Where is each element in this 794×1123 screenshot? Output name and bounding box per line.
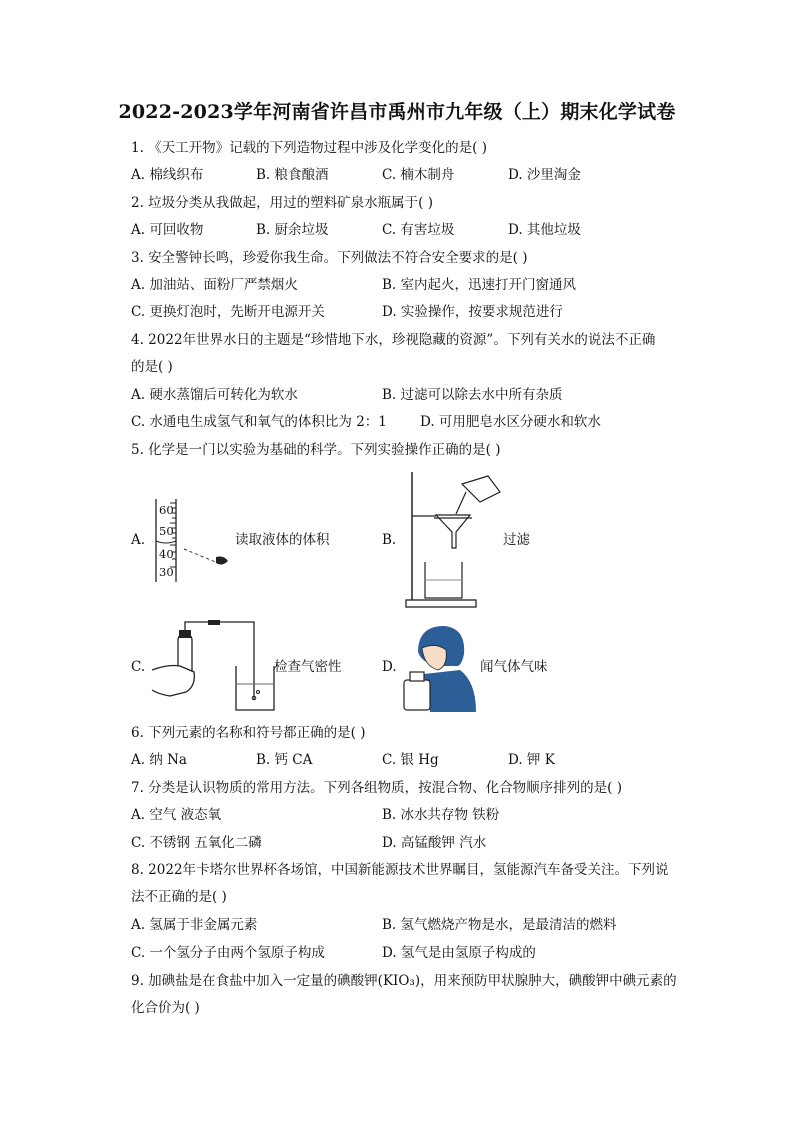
figure-c-label: 检查气密性 xyxy=(274,659,342,675)
q5-option-d: D. xyxy=(382,659,397,675)
q8-option-b: B. 氢气燃烧产物是水，是最清洁的燃料 xyxy=(382,917,617,933)
q8-option-c: C. 一个氢分子由两个氢原子构成 xyxy=(131,945,325,961)
q2-option-a: A. 可回收物 xyxy=(131,222,204,238)
question-8-stem: 8. 2022年卡塔尔世界杯各场馆，中国新能源技术世界瞩目，氢能源汽车备受关注。下列说 xyxy=(131,862,669,878)
q3-option-a: A. 加油站、面粉厂严禁烟火 xyxy=(131,277,298,293)
question-1-stem: 1. 《天工开物》记载的下列造物过程中涉及化学变化的是( ) xyxy=(131,140,487,156)
cylinder-tick-50: 50 xyxy=(159,524,174,538)
question-8-stem-cont: 法不正确的是( ) xyxy=(131,889,227,905)
figure-b-label: 过滤 xyxy=(503,532,530,548)
q5-option-b: B. xyxy=(382,532,397,548)
q3-option-d: D. 实验操作，按要求规范进行 xyxy=(382,304,563,320)
q2-option-c: C. 有害垃圾 xyxy=(382,222,455,238)
cylinder-tick-30: 30 xyxy=(159,565,174,579)
q8-option-d: D. 氢气是由氢原子构成的 xyxy=(382,945,536,961)
cylinder-tick-40: 40 xyxy=(159,547,174,561)
q3-option-c: C. 更换灯泡时，先断开电源开关 xyxy=(131,304,325,320)
q4-option-a: A. 硬水蒸馏后可转化为软水 xyxy=(131,387,298,403)
question-3-stem: 3. 安全警钟长鸣，珍爱你我生命。下列做法不符合安全要求的是( ) xyxy=(131,250,528,266)
q1-option-c: C. 楠木制舟 xyxy=(382,167,455,183)
q2-option-b: B. 厨余垃圾 xyxy=(256,222,329,238)
q1-option-b: B. 粮食酿酒 xyxy=(256,167,329,183)
q4-option-c: C. 水通电生成氢气和氧气的体积比为 2：1 xyxy=(131,414,387,430)
q6-option-c: C. 银 Hg xyxy=(382,752,439,768)
question-4-stem-cont: 的是( ) xyxy=(131,359,173,375)
q4-option-d: D. 可用肥皂水区分硬水和软水 xyxy=(420,414,601,430)
q6-option-a: A. 纳 Na xyxy=(131,752,187,768)
q7-option-c: C. 不锈钢 五氧化二磷 xyxy=(131,835,262,851)
question-4-stem: 4. 2022年世界水日的主题是“珍惜地下水，珍视隐藏的资源”。下列有关水的说法不正确 xyxy=(131,332,656,348)
q2-option-d: D. 其他垃圾 xyxy=(508,222,581,238)
q7-option-d: D. 高锰酸钾 汽水 xyxy=(382,835,487,851)
cylinder-tick-60: 60 xyxy=(159,503,174,517)
q3-option-b: B. 室内起火，迅速打开门窗通风 xyxy=(382,277,577,293)
question-6-stem: 6. 下列元素的名称和符号都正确的是( ) xyxy=(131,725,366,741)
q8-option-a: A. 氢属于非金属元素 xyxy=(131,917,258,933)
question-2-stem: 2. 垃圾分类从我做起，用过的塑料矿泉水瓶属于( ) xyxy=(131,195,433,211)
figure-a-label: 读取液体的体积 xyxy=(235,532,330,548)
question-9-stem-cont: 化合价为( ) xyxy=(131,1000,200,1016)
filtration-apparatus-figure xyxy=(400,470,510,610)
question-5-stem: 5. 化学是一门以实验为基础的科学。下列实验操作正确的是( ) xyxy=(131,442,501,458)
page-title: 2022-2023学年河南省许昌市禹州市九年级（上）期末化学试卷 xyxy=(118,101,676,123)
q4-option-b: B. 过滤可以除去水中所有杂质 xyxy=(382,387,563,403)
q1-option-d: D. 沙里淘金 xyxy=(508,167,581,183)
q6-option-b: B. 钙 CA xyxy=(256,752,313,768)
q6-option-d: D. 钾 K xyxy=(508,752,555,768)
question-9-stem: 9. 加碘盐是在食盐中加入一定量的碘酸钾(KIO₃)，用来预防甲状腺肿大，碘酸钾中碘元素的 xyxy=(131,973,677,989)
q1-option-a: A. 棉线织布 xyxy=(131,167,204,183)
q7-option-b: B. 冰水共存物 铁粉 xyxy=(382,807,500,823)
q7-option-a: A. 空气 液态氧 xyxy=(131,807,222,823)
airtightness-check-figure xyxy=(150,620,280,715)
q5-option-c: C. xyxy=(131,659,146,675)
smell-gas-figure xyxy=(400,622,480,714)
question-7-stem: 7. 分类是认识物质的常用方法。下列各组物质，按混合物、化合物顺序排列的是( ) xyxy=(131,780,622,796)
figure-d-label: 闻气体气味 xyxy=(480,659,548,675)
q5-option-a: A. xyxy=(131,532,146,548)
